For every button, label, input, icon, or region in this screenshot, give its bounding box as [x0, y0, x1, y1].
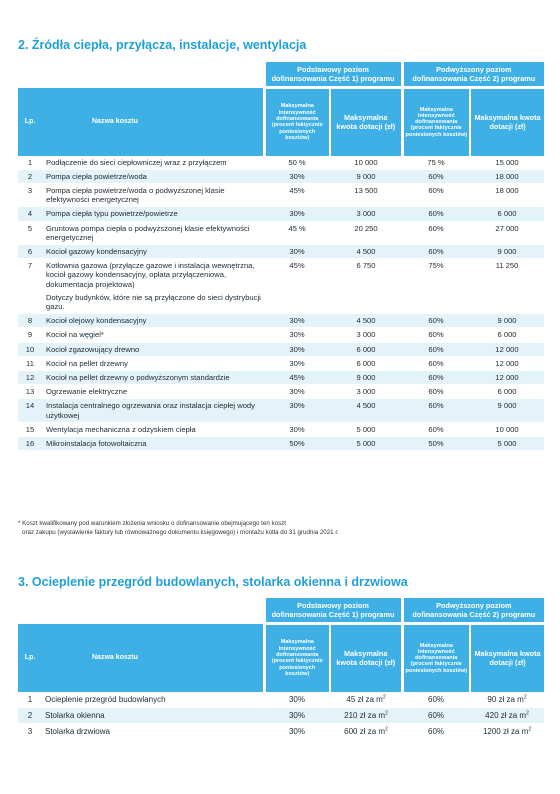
row-intensity-basic: 30%: [264, 314, 330, 328]
row-amount-increased: 27 000: [470, 221, 544, 244]
row-lp: 2: [18, 707, 42, 723]
row-intensity-basic: 30%: [264, 342, 330, 356]
group-basic-header: Podstawowy poziom dofinansowania Część 1) programu: [264, 598, 402, 624]
row-amount-basic: 4 500: [330, 399, 402, 422]
row-note: Dotyczy budynków, które nie są przyłączone do sieci dystrybucji gazu.: [46, 292, 261, 311]
row-amount-basic-cell: [330, 692, 402, 708]
row-intensity-increased: 60%: [402, 244, 470, 258]
row-intensity-basic: 30%: [264, 356, 330, 370]
footnote-line: oraz zakupu (wystawienie faktury lub równoważnego dokumentu księgowego) i montażu kotła do 31 grudnia 2021 r.: [22, 528, 339, 536]
row-name: Ocieplenie przegród budowlanych: [42, 692, 264, 708]
row-amount-increased: 1200 zł za m: [482, 726, 529, 736]
row-name: Gruntowa pompa ciepła o podwyższonej klasie efektywności energetycznej: [42, 221, 264, 244]
row-amount-basic: 10 000: [330, 156, 402, 170]
table-row: [18, 314, 544, 328]
table-row: [18, 183, 544, 206]
row-intensity-increased: 60%: [402, 314, 470, 328]
row-amount-increased: 18 000: [470, 169, 544, 183]
row-amount-basic: 5 000: [330, 422, 402, 436]
row-amount-increased: 15 000: [470, 156, 544, 170]
row-name: Mikroinstalacja fotowoltaiczna: [42, 436, 264, 450]
row-intensity-basic: 30%: [264, 692, 330, 708]
row-lp: 1: [18, 692, 42, 708]
row-name: Kocioł na pellet drzewny: [42, 356, 264, 370]
row-lp: 10: [18, 342, 42, 356]
group-increased-header: Podwyższony poziom dofinansowania Część 2) programu: [402, 598, 544, 624]
section-3-title: 3. Ocieplenie przegród budowlanych, stolarka okienna i drzwiowa: [18, 575, 408, 589]
row-amount-increased: 11 250: [470, 259, 544, 314]
row-name: Pompa ciepła powietrze/woda: [42, 169, 264, 183]
row-name: Stolarka okienna: [42, 707, 264, 723]
table-row: [18, 221, 544, 244]
table-row: [18, 207, 544, 221]
row-amount-increased: 6 000: [470, 328, 544, 342]
row-lp: 9: [18, 328, 42, 342]
row-name: Kotłownia gazowa (przyłącze gazowe i instalacja wewnętrzna, kocioł gazowy kondensacyjny, opłata przyłączeniowa, dokumentacja projektowa): [46, 261, 255, 289]
table-row: [18, 259, 544, 314]
row-name: Instalacja centralnego ogrzewania oraz instalacja ciepłej wody użytkowej: [42, 399, 264, 422]
intensity-increased-header: Maksymalna intensywność dofinansowania (procent faktycznie poniesionych kosztów): [402, 88, 470, 156]
row-intensity-basic: 45%: [264, 183, 330, 206]
table-row: [18, 692, 544, 708]
row-amount-basic: 4 500: [330, 314, 402, 328]
row-lp: 12: [18, 370, 42, 384]
row-amount-increased: 9 000: [470, 244, 544, 258]
row-intensity-basic: 30%: [264, 723, 330, 739]
row-intensity-increased: 60%: [402, 328, 470, 342]
intensity-increased-header: Maksymalna intensywność dofinansowania (procent faktycznie poniesionych kosztów): [402, 624, 470, 692]
row-amount-increased-cell: [470, 707, 544, 723]
row-lp: 16: [18, 436, 42, 450]
intensity-basic-header: Maksymalna intensywność dofinansowania (procent faktycznie poniesionych kosztów): [264, 88, 330, 156]
row-intensity-basic: 50 %: [264, 156, 330, 170]
table-row: [18, 723, 544, 739]
unit-exponent: 2: [385, 710, 388, 717]
row-amount-increased: 9 000: [470, 314, 544, 328]
amount-basic-header: Maksymalna kwota dotacji (zł): [330, 624, 402, 692]
group-increased-header: Podwyższony poziom dofinansowania Część 2) programu: [402, 62, 544, 88]
row-amount-basic: 45 zł za m: [346, 694, 383, 704]
table-row: [18, 370, 544, 384]
row-amount-basic: 3 000: [330, 328, 402, 342]
table-row: [18, 356, 544, 370]
row-name: Podłączenie do sieci ciepłowniczej wraz z przyłączem: [42, 156, 264, 170]
row-name: Kocioł na pellet drzewny o podwyższonym standardzie: [42, 370, 264, 384]
table-row: [18, 342, 544, 356]
row-intensity-increased: 60%: [402, 370, 470, 384]
row-amount-increased: 12 000: [470, 342, 544, 356]
row-lp: 1: [18, 156, 42, 170]
row-name: Stolarka drzwiowa: [42, 723, 264, 739]
lp-header: Lp.: [18, 88, 42, 156]
row-lp: 15: [18, 422, 42, 436]
row-intensity-basic: 30%: [264, 707, 330, 723]
row-intensity-increased: 60%: [402, 183, 470, 206]
row-intensity-basic: 45 %: [264, 221, 330, 244]
row-intensity-increased: 60%: [402, 422, 470, 436]
row-intensity-increased: 60%: [402, 342, 470, 356]
row-name-cell: [42, 259, 264, 314]
row-lp: 8: [18, 314, 42, 328]
footnote-line: * Koszt kwalifikowany pod warunkiem złożenia wniosku o dofinansowanie obejmującego ten koszt: [18, 520, 286, 527]
row-lp: 6: [18, 244, 42, 258]
row-intensity-basic: 45%: [264, 370, 330, 384]
lp-header: Lp.: [18, 624, 42, 692]
row-intensity-increased: 60%: [402, 356, 470, 370]
row-amount-basic: 6 750: [330, 259, 402, 314]
row-amount-basic: 9 000: [330, 370, 402, 384]
row-intensity-basic: 30%: [264, 207, 330, 221]
cost-name-header: Nazwa kosztu: [42, 88, 264, 156]
row-name: Kocioł gazowy kondensacyjny: [42, 244, 264, 258]
row-lp: 7: [18, 259, 42, 314]
row-amount-increased: 6 000: [470, 385, 544, 399]
row-amount-basic: 4 500: [330, 244, 402, 258]
row-intensity-increased: 50%: [402, 436, 470, 450]
row-intensity-basic: 30%: [264, 244, 330, 258]
row-amount-increased: 9 000: [470, 399, 544, 422]
row-lp: 3: [18, 183, 42, 206]
row-lp: 2: [18, 169, 42, 183]
row-amount-basic-cell: [330, 723, 402, 739]
unit-exponent: 2: [528, 726, 532, 733]
row-name: Pompa ciepła typu powietrze/powietrze: [42, 207, 264, 221]
row-amount-basic: 5 000: [330, 436, 402, 450]
row-amount-increased-cell: [470, 692, 544, 708]
row-amount-increased: 10 000: [470, 422, 544, 436]
row-name: Kocioł zgazowujący drewno: [42, 342, 264, 356]
row-amount-increased: 90 zł za m: [487, 694, 524, 704]
table-row: [18, 707, 544, 723]
row-amount-basic: 13 500: [330, 183, 402, 206]
table-row: [18, 385, 544, 399]
row-amount-basic-cell: [330, 707, 402, 723]
row-amount-basic: 20 250: [330, 221, 402, 244]
unit-exponent: 2: [385, 726, 388, 733]
section-2-title: 2. Źródła ciepła, przyłącza, instalacje, wentylacja: [18, 38, 307, 52]
row-amount-increased: 5 000: [470, 436, 544, 450]
row-lp: 3: [18, 723, 42, 739]
amount-increased-header: Maksymalna kwota dotacji (zł): [470, 88, 544, 156]
row-name: Pompa ciepła powietrze/woda o podwyższonej klasie efektywności energetycznej: [42, 183, 264, 206]
row-amount-basic: 6 000: [330, 356, 402, 370]
row-intensity-increased: 60%: [402, 385, 470, 399]
group-basic-header: Podstawowy poziom dofinansowania Część 1) programu: [264, 62, 402, 88]
row-lp: 11: [18, 356, 42, 370]
footnote: [18, 520, 548, 537]
table-row: [18, 244, 544, 258]
row-amount-increased: 18 000: [470, 183, 544, 206]
row-intensity-basic: 45%: [264, 259, 330, 314]
row-intensity-increased: 60%: [402, 221, 470, 244]
row-amount-increased-cell: [470, 723, 544, 739]
row-name: Kocioł olejowy kondensacyjny: [42, 314, 264, 328]
row-intensity-basic: 30%: [264, 422, 330, 436]
row-intensity-increased: 75 %: [402, 156, 470, 170]
intensity-basic-header: Maksymalna intensywność dofinansowania (procent faktycznie poniesionych kosztów): [264, 624, 330, 692]
table-row: [18, 328, 544, 342]
row-intensity-increased: 75%: [402, 259, 470, 314]
row-intensity-basic: 30%: [264, 399, 330, 422]
heat-sources-table: [18, 62, 544, 451]
row-lp: 14: [18, 399, 42, 422]
row-amount-basic: 210 zł za m: [344, 710, 386, 720]
row-intensity-increased: 60%: [402, 399, 470, 422]
amount-basic-header: Maksymalna kwota dotacji (zł): [330, 88, 402, 156]
row-intensity-basic: 30%: [264, 385, 330, 399]
row-lp: 5: [18, 221, 42, 244]
row-lp: 4: [18, 207, 42, 221]
insulation-table: [18, 598, 544, 740]
row-amount-basic: 6 000: [330, 342, 402, 356]
row-amount-basic: 600 zł za m: [344, 726, 386, 736]
row-intensity-increased: 60%: [402, 707, 470, 723]
row-amount-increased: 420 zł za m: [485, 710, 527, 720]
row-amount-increased: 12 000: [470, 356, 544, 370]
row-intensity-increased: 60%: [402, 692, 470, 708]
table-row: [18, 156, 544, 170]
cost-name-header: Nazwa kosztu: [42, 624, 264, 692]
table-row: [18, 399, 544, 422]
row-intensity-increased: 60%: [402, 169, 470, 183]
row-amount-basic: 3 000: [330, 207, 402, 221]
row-amount-increased: 6 000: [470, 207, 544, 221]
table-row: [18, 169, 544, 183]
row-name: Wentylacja mechaniczna z odzyskiem ciepła: [42, 422, 264, 436]
row-intensity-basic: 30%: [264, 169, 330, 183]
row-intensity-basic: 50%: [264, 436, 330, 450]
unit-exponent: 2: [526, 710, 529, 717]
row-amount-basic: 3 000: [330, 385, 402, 399]
table-row: [18, 436, 544, 450]
unit-exponent: 2: [523, 693, 527, 700]
row-name: Ogrzewanie elektryczne: [42, 385, 264, 399]
row-amount-increased: 12 000: [470, 370, 544, 384]
row-intensity-increased: 60%: [402, 723, 470, 739]
row-intensity-basic: 30%: [264, 328, 330, 342]
row-name: Kocioł na węgiel*: [42, 328, 264, 342]
table-row: [18, 422, 544, 436]
row-lp: 13: [18, 385, 42, 399]
row-intensity-increased: 60%: [402, 207, 470, 221]
unit-exponent: 2: [382, 693, 386, 700]
amount-increased-header: Maksymalna kwota dotacji (zł): [470, 624, 544, 692]
row-amount-basic: 9 000: [330, 169, 402, 183]
